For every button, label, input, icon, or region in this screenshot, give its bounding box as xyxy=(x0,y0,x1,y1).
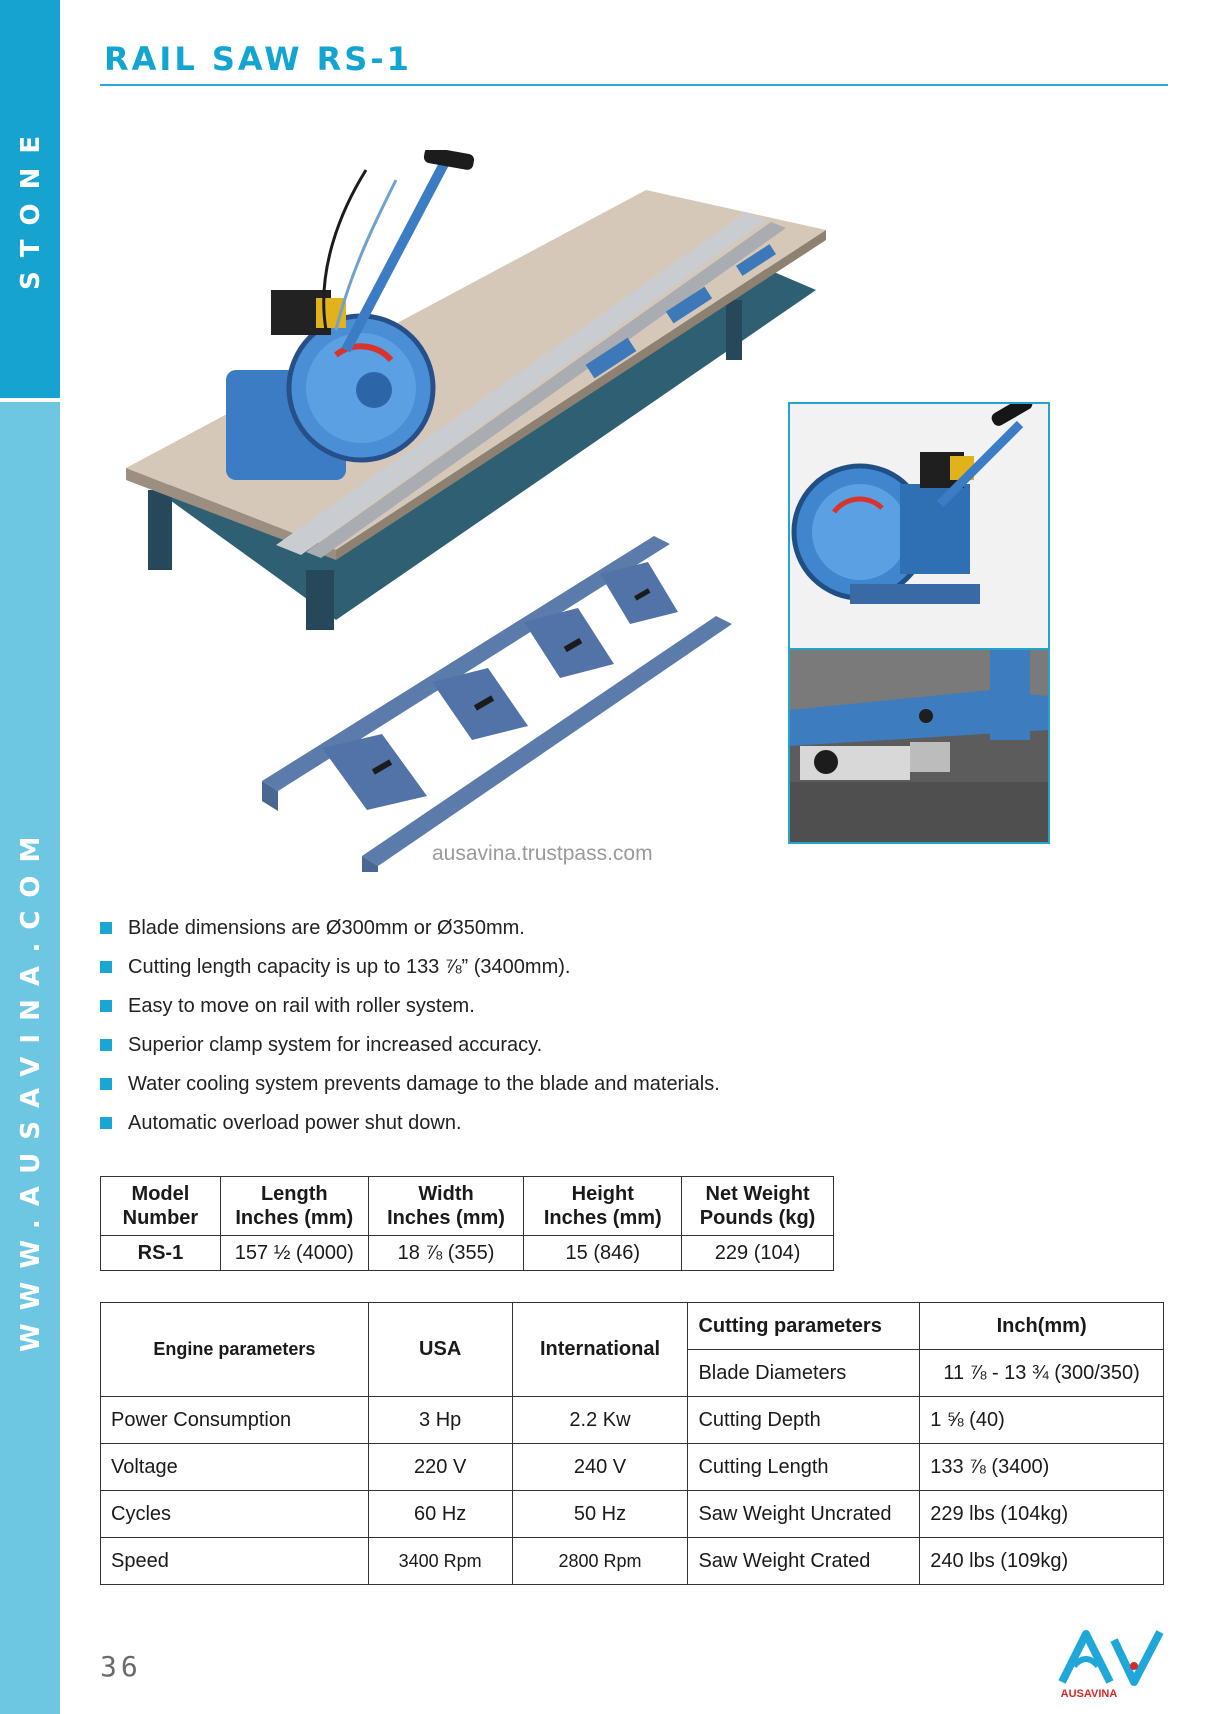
engine-usa-value: 220 V xyxy=(368,1444,512,1491)
header-international: International xyxy=(512,1303,688,1397)
clamp-closeup-frame xyxy=(788,648,1050,844)
specs-table xyxy=(100,1302,1164,1585)
dimensions-table xyxy=(100,1176,834,1271)
engine-label: Cycles xyxy=(101,1491,369,1538)
cutting-label: Cutting Depth xyxy=(688,1397,920,1444)
cell-length: 157 ½ (4000) xyxy=(220,1236,368,1271)
table-row xyxy=(101,1538,1164,1585)
sidebar-category-label: STONE xyxy=(16,121,46,290)
table-row xyxy=(101,1303,1164,1350)
engine-usa-value: 3400 Rpm xyxy=(368,1538,512,1585)
header-length: Length Inches (mm) xyxy=(220,1177,368,1236)
cell-width: 18 ⅞ (355) xyxy=(368,1236,524,1271)
clamp-closeup-photo xyxy=(790,650,1048,842)
table-row xyxy=(101,1444,1164,1491)
saw-head-closeup-frame xyxy=(788,402,1050,650)
page-number: 36 xyxy=(100,1650,142,1683)
header-cutting-parameters: Cutting parameters xyxy=(688,1303,920,1350)
cutting-value: 240 lbs (109kg) xyxy=(920,1538,1164,1585)
table-row xyxy=(101,1236,834,1271)
feature-item: Automatic overload power shut down. xyxy=(100,1111,720,1150)
cell-model: RS-1 xyxy=(101,1236,221,1271)
engine-usa-value: 60 Hz xyxy=(368,1491,512,1538)
page-title: RAIL SAW RS-1 xyxy=(104,40,412,78)
header-engine-parameters: Engine parameters xyxy=(101,1303,369,1397)
saw-head-closeup-photo xyxy=(790,404,1048,648)
cutting-label: Saw Weight Crated xyxy=(688,1538,920,1585)
cutting-value: 1 ⅝ (40) xyxy=(920,1397,1164,1444)
title-underline xyxy=(100,84,1168,86)
logo-wordmark: AUSAVINA xyxy=(1060,1688,1118,1700)
cutting-label: Saw Weight Uncrated xyxy=(688,1491,920,1538)
feature-item: Easy to move on rail with roller system. xyxy=(100,994,720,1033)
feature-list xyxy=(100,916,720,1150)
engine-intl-value: 50 Hz xyxy=(512,1491,688,1538)
header-height: Height Inches (mm) xyxy=(524,1177,682,1236)
ausavina-logo xyxy=(1054,1626,1164,1688)
engine-label: Voltage xyxy=(101,1444,369,1491)
watermark: ausavina.trustpass.com xyxy=(432,842,653,865)
sidebar-website-label: WWW.AUSAVINA.COM xyxy=(16,823,46,1352)
engine-usa-value: 3 Hp xyxy=(368,1397,512,1444)
engine-label: Power Consumption xyxy=(101,1397,369,1444)
engine-intl-value: 2.2 Kw xyxy=(512,1397,688,1444)
engine-label: Speed xyxy=(101,1538,369,1585)
engine-intl-value: 2800 Rpm xyxy=(512,1538,688,1585)
cutting-value: 229 lbs (104kg) xyxy=(920,1491,1164,1538)
table-row xyxy=(101,1397,1164,1444)
cutting-value: 11 ⅞ - 13 ¾ (300/350) xyxy=(920,1350,1164,1397)
feature-item: Water cooling system prevents damage to the blade and materials. xyxy=(100,1072,720,1111)
cutting-label: Cutting Length xyxy=(688,1444,920,1491)
cell-weight: 229 (104) xyxy=(682,1236,834,1271)
engine-intl-value: 240 V xyxy=(512,1444,688,1491)
feature-item: Cutting length capacity is up to 133 ⅞” (3400mm). xyxy=(100,955,720,994)
feature-item: Superior clamp system for increased accuracy. xyxy=(100,1033,720,1072)
header-unit: Inch(mm) xyxy=(920,1303,1164,1350)
header-model: Model Number xyxy=(101,1177,221,1236)
table-row xyxy=(101,1491,1164,1538)
cell-height: 15 (846) xyxy=(524,1236,682,1271)
header-usa: USA xyxy=(368,1303,512,1397)
feature-item: Blade dimensions are Ø300mm or Ø350mm. xyxy=(100,916,720,955)
rail-track-photo xyxy=(262,536,736,872)
header-weight: Net Weight Pounds (kg) xyxy=(682,1177,834,1236)
header-width: Width Inches (mm) xyxy=(368,1177,524,1236)
cutting-label: Blade Diameters xyxy=(688,1350,920,1397)
cutting-value: 133 ⅞ (3400) xyxy=(920,1444,1164,1491)
table-header-row xyxy=(101,1177,834,1236)
